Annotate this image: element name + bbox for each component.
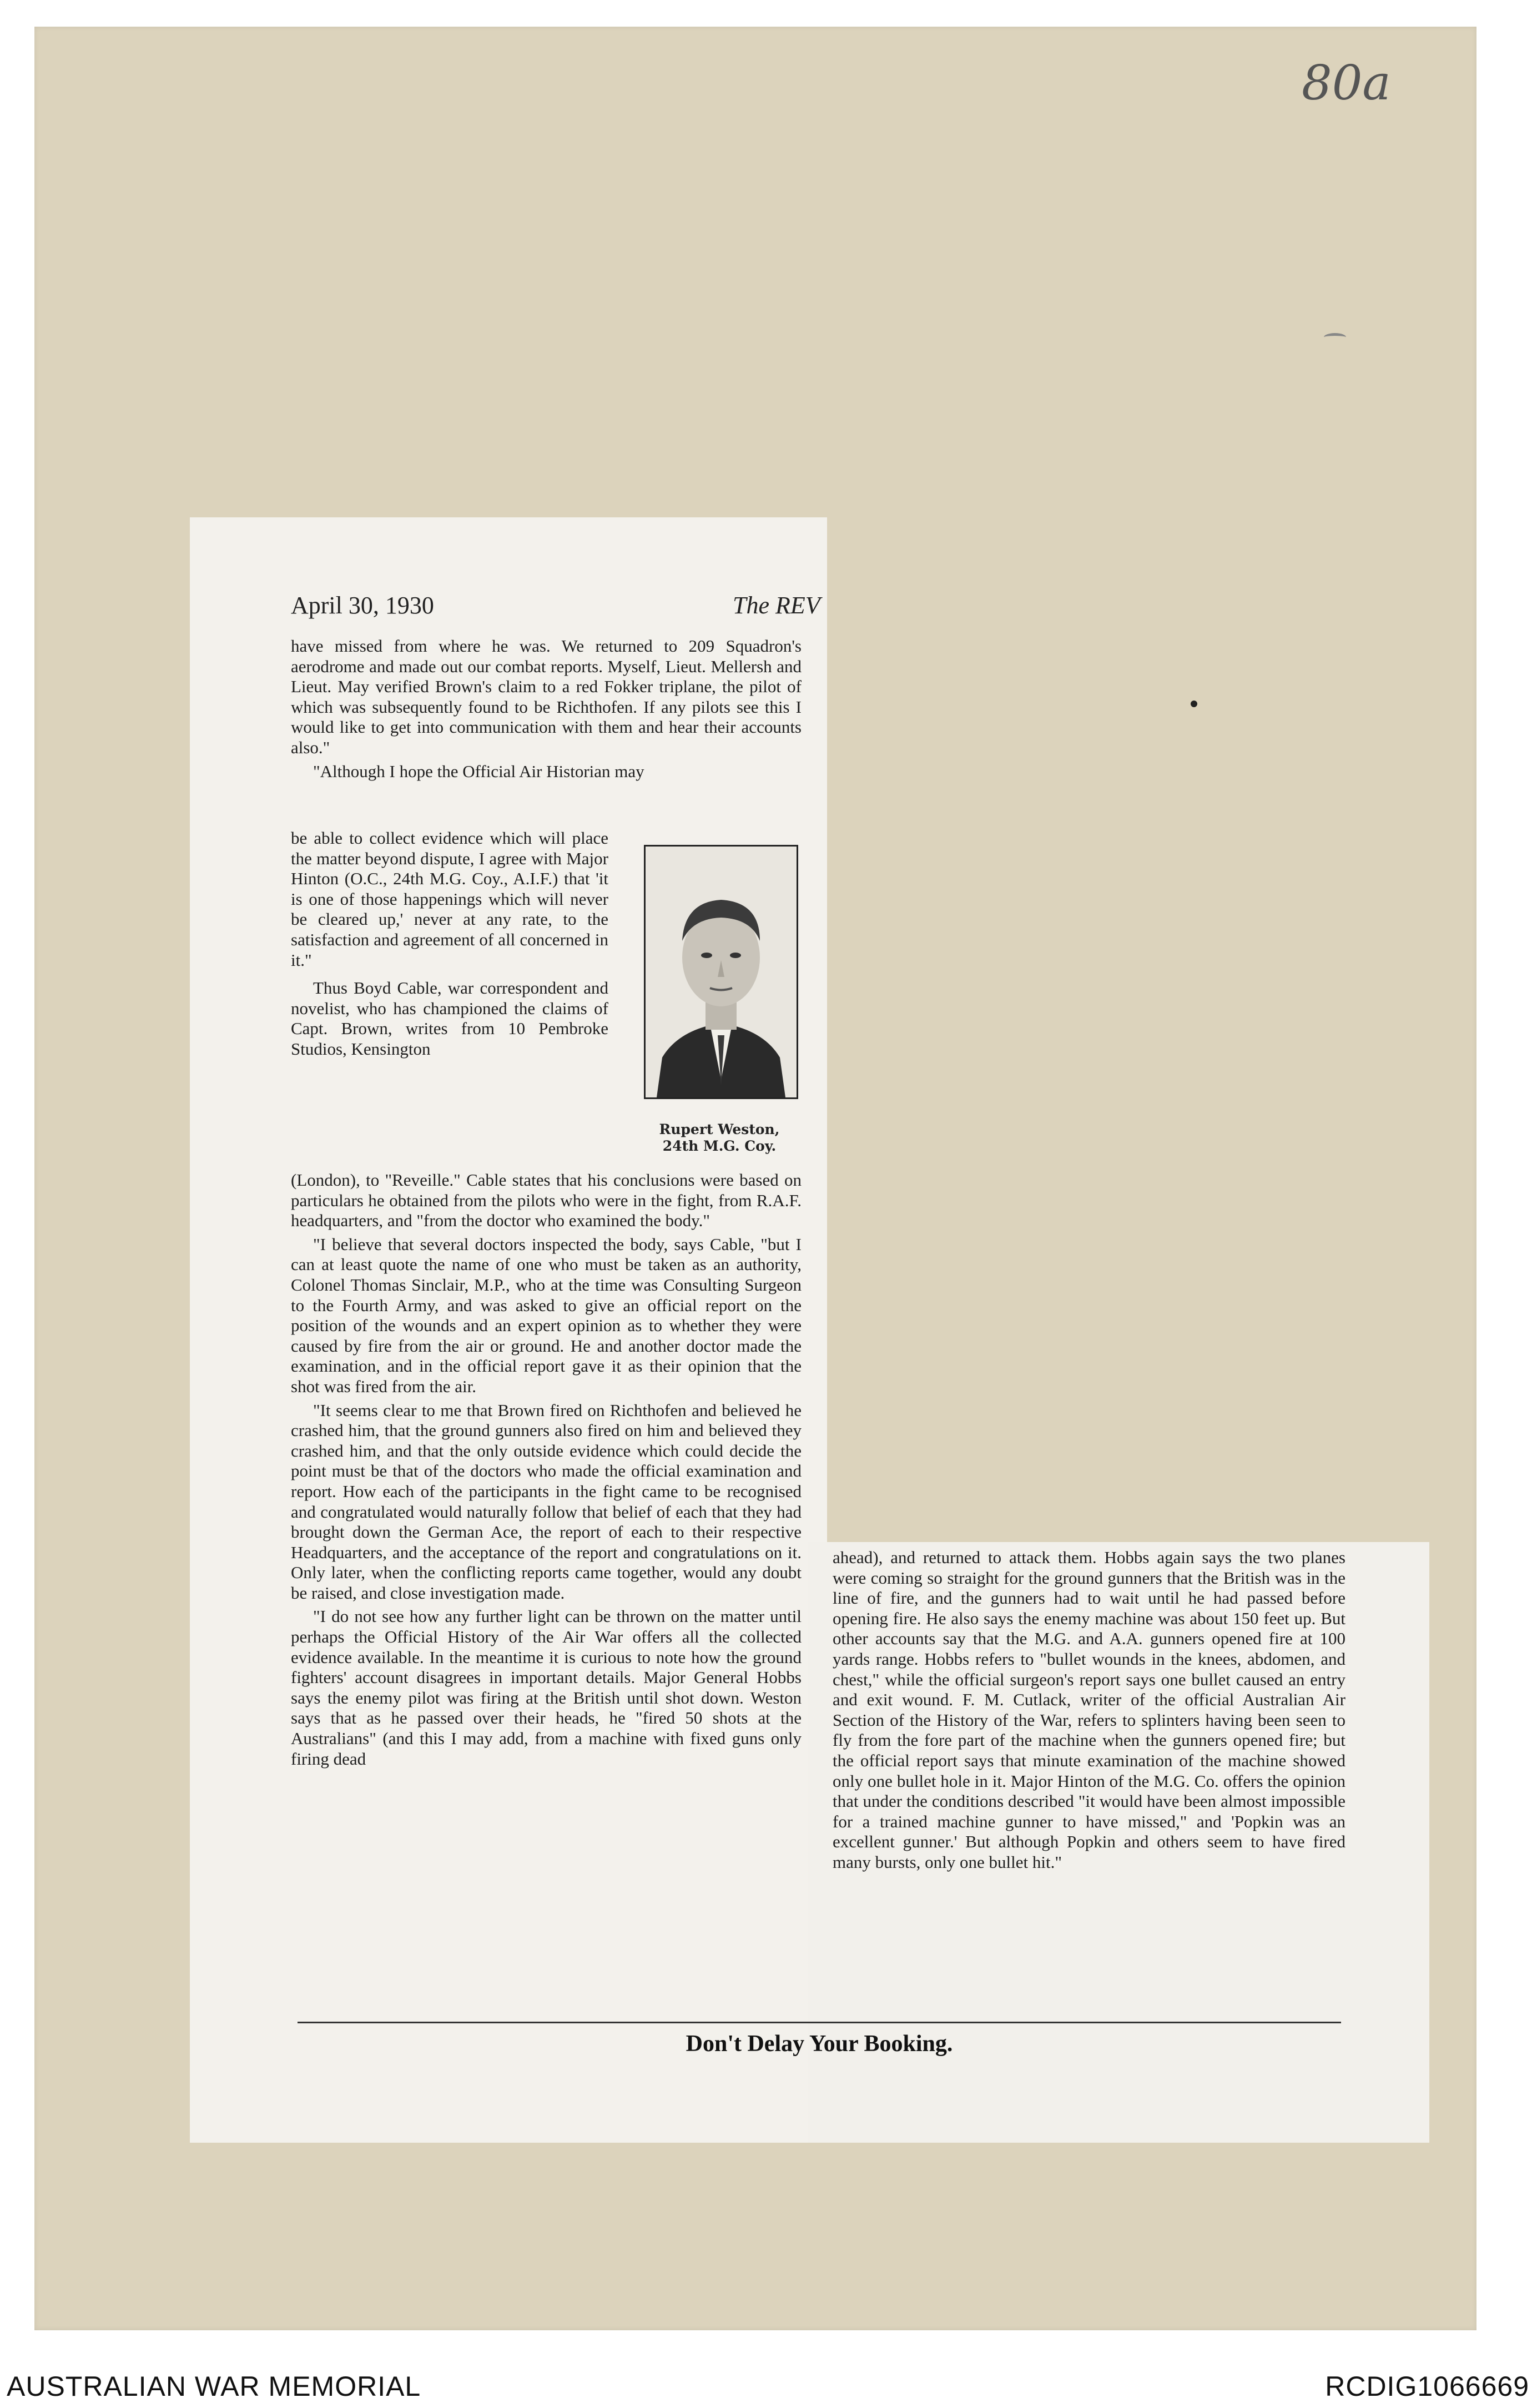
paragraph: ahead), and returned to attack them. Hobbs again says the two planes were coming so straight for the ground gunners that the British was in the line of fire, and the gunners had to wait until he had passed before opening fire. He also says the enemy machine was about 150 feet up. But other accounts say that the M.G. and A.A. gunners opened fire at 100 yards range. Hobbs refers to "bullet wounds in the knees, abdomen, and chest," while the official surgeon's report says one bullet caused an entry and exit wound. F. M. Cutlack, writer of the official Australian Air Section of the History of the War, refers to splinters having been seen to fly from the fore part of the machine when the gunners opened fire; but the official report says that minute examination of the machine showed only one bullet hole in it. Major Hinton of the M.G. Co. offers the opinion that under the conditions described "it would have been almost impossible for a trained machine gunner to have missed," and 'Popkin was an excellent gunner.' But although Popkin and others seem to have fired many bursts, only one bullet hit." xyxy=(833,1548,1345,1872)
caption-unit: 24th M.G. Coy. xyxy=(662,1138,777,1154)
paragraph: have missed from where he was. We returned to 209 Squadron's aerodrome and made out our combat reports. Myself, Lieut. Mellersh and Lieut. May verified Brown's claim to a red Fokker triplane, the pilot of which was subsequently found to be Richthofen. If any pilots see this I would like to get into communication with them and hear their accounts also." xyxy=(291,636,802,757)
archive-name: AUSTRALIAN WAR MEMORIAL xyxy=(7,2371,421,2402)
clipping-masthead: The REV xyxy=(733,592,820,619)
clipping-date: April 30, 1930 xyxy=(291,592,434,619)
column-right xyxy=(833,1548,1345,1876)
paragraph: "It seems clear to me that Brown fired on Richthofen and believed he crashed him, that the ground gunners also fired on him and believed they crashed him, and that the only outside evidence which could decide the point must be that of the doctors who made the official examination and report. How each of the participants in the fight came to be recognised and congratulated would naturally follow that belief of each that they had brought down the German Ace, the report of each to their respective Headquarters, and the acceptance of the report and congratulations on it. Only later, when the conflicting reports came together, would any doubt be raised, and close investigation made. xyxy=(291,1400,802,1603)
paragraph: (London), to "Reveille." Cable states that his conclusions were based on particulars he obtained from the pilots who were in the fight, from R.A.F. headquarters, and "from the doctor who examined the body." xyxy=(291,1170,802,1231)
pencil-mark xyxy=(1324,333,1346,341)
portrait-figure xyxy=(646,847,797,1097)
caption-name: Rupert Weston, xyxy=(659,1121,780,1137)
portrait-photo xyxy=(644,845,798,1099)
ink-dot xyxy=(1191,701,1197,707)
archive-record-id: RCDIG1066669 xyxy=(1325,2371,1529,2402)
column-left-top xyxy=(291,636,802,785)
paragraph: Thus Boyd Cable, war correspondent and novelist, who has championed the claims of Capt. Brown, writes from 10 Pembroke Studios, Kensington xyxy=(291,978,608,1059)
paragraph: be able to collect evidence which will place the matter beyond dispute, I agree with Major Hinton (O.C., 24th M.G. Coy., A.I.F.) that 'it is one of those happenings which will never be cleared up,' never at any rate, to the satisfaction and agreement of all concerned in it." xyxy=(291,828,608,970)
divider xyxy=(298,2022,1341,2023)
photo-caption xyxy=(622,1121,817,1155)
paragraph: "I do not see how any further light can be thrown on the matter until perhaps the Official History of the Air War offers all the collected evidence available. In the meantime it is curious to note how the ground fighters' account disagrees in important details. Major General Hobbs says the enemy pilot was firing at the British until shot down. Weston says that as he passed over their heads, he "fired 50 shots at the Australians" (and this I may add, from a machine with fixed guns only firing dead xyxy=(291,1606,802,1769)
booking-notice: Don't Delay Your Booking. xyxy=(686,2031,953,2057)
column-left-bottom xyxy=(291,1170,802,1772)
paragraph: "Although I hope the Official Air Historian may xyxy=(313,761,644,781)
paragraph: "I believe that several doctors inspected the body, says Cable, "but I can at least quote the name of one who must be taken as an authority, Colonel Thomas Sinclair, M.P., who at the time was Consulting Surgeon to the Fourth Army, and was asked to give an official report on the position of the wounds and an expert opinion as to whether they were caused by fire from the air or ground. He and another doctor made the examination, and in the official report gave it as their opinion that the shot was fired from the air. xyxy=(291,1234,802,1396)
handwritten-page-number: 80a xyxy=(1302,56,1391,111)
column-narrow xyxy=(291,828,608,1063)
